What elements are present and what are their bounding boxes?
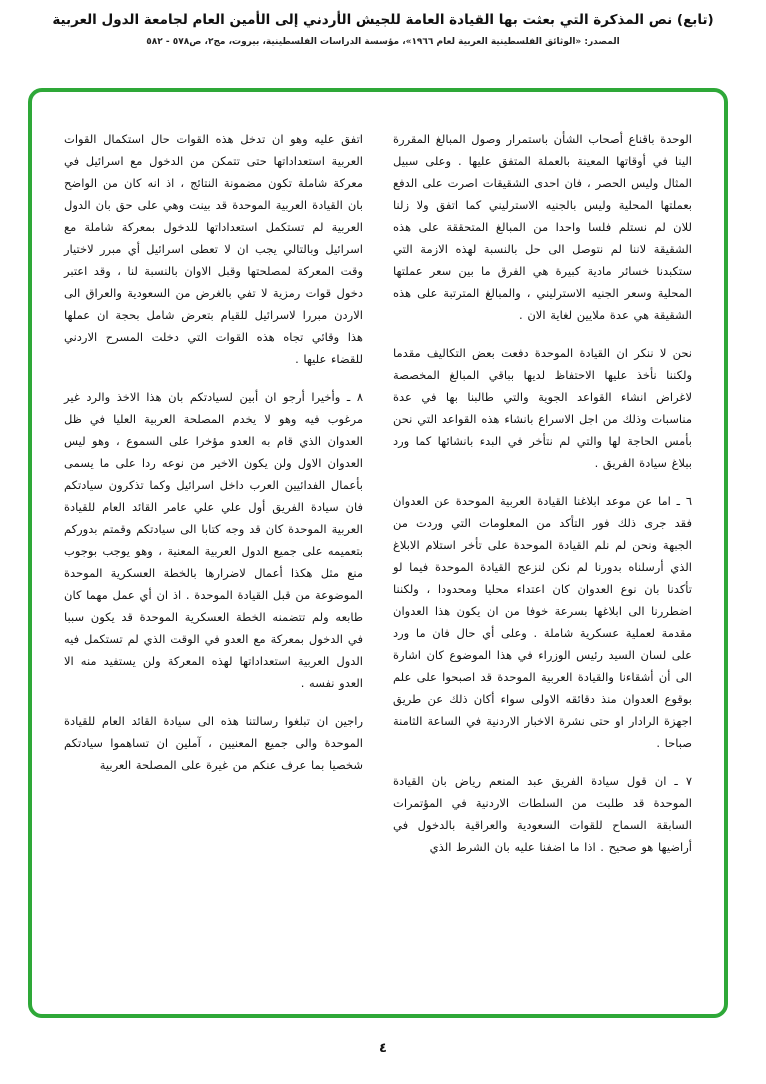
paragraph: ٦ ـ اما عن موعد ابلاغنا القيادة العربية الموحدة عن العدوان فقد جرى ذلك فور التأكد من المعلومات التي وردت من الجبهة ونحن لم نلم القيادة الموحدة على تأخر استلام الابلاغ الذي أرسلناه بدورنا لم نكن لنزعج القيادة الموحدة فيما لو تأكدنا بان نوع العدوان كان اعتداء محليا ومحدودا ، ولكننا اضطررنا الى ابلاغها بسرعة خوفا من ان يكون هذا العدوان مقدمة لعملية عسكرية شاملة . وعلى أي حال فان ما ورد على لسان السيد رئيس الوزراء في هذا الموضوع كان اشارة الى أن أشقاءنا والقيادة العربية الموحدة قد اصبحوا على علم بوقوع العدوان منذ دقائقه الاولى سواء أكان ذلك عن طريق اجهزة الرادار او حتى نشرة الاخبار الاردنية في الساعة الثامنة صباحا . [393,494,692,750]
paragraph: ٨ ـ وأخيرا أرجو ان أبين لسيادتكم بان هذا الاخذ والرد غير مرغوب فيه وهو لا يخدم المصلحة العربية العليا في ظل العدوان الذي قام به العدو مؤخرا على السموع ، وهو ليس العدوان الاول ولن يكون الاخير من نوعه ردا على ما يسمى بأعمال الفدائيين العرب داخل اسرائيل وكما تذكرون سيادتكم فان سيادة الفريق أول علي علي عامر القائد العام للقيادة العربية الموحدة كان قد وجه كتابا الى سيادتكم وقمتم بدوركم بتعميمه على جميع الدول العربية المعنية ، وهو يوجب بوجوب منع مثل هكذا أعمال لاضرارها بالخطة العسكرية الموحدة الموضوعة من قبل القيادة الموحدة . اذ ان أي عمل مهما كان طابعه ولم تتضمنه الخطة العسكرية الموحدة قد يكون سببا في الدخول بمعركة مع العدو في الوقت الذي لم تستكمل فيه الدول العربية استعداداتها لهذه المعركة ولن يستفيد منه الا العدو نفسه . [64,390,363,690]
paragraph: نحن لا ننكر ان القيادة الموحدة دفعت بعض التكاليف مقدما ولكننا نأخذ عليها الاحتفاظ لديها بباقي المبالغ المخصصة لاغراض انشاء القواعد الجوية والتي طالبنا بها في عدة مناسبات وذلك من اجل الاسراع بانشاء هذه القواعد التي نحن بأمس الحاجة لها والتي لم نتأخر في البدء بانشائها كما ورد ببلاغ سيادة الفريق . [393,346,692,470]
paragraph: الوحدة باقناع أصحاب الشأن باستمرار وصول المبالغ المقررة الينا في أوقاتها المعينة بالعملة المتفق عليها . وعلى سبيل المثال وليس الحصر ، فان احدى الشقيقات اصرت على الدفع بعملتها المحلية وليس بالجنيه الاسترليني كما اتفق ولا زلنا للان لم نستلم فلسا واحدا من المبالغ المتحققة على هذه الشقيقة لاننا لم نتوصل الى حل بالنسبة لهذه الازمة التي ستكبدنا خسائر مادية كبيرة هي الفرق ما بين سعر عملتها المحلية وسعر الجنيه الاسترليني ، والمبالغ المترتبة على هذه الشقيقة هي عدة ملايين لغاية الان . [393,132,692,322]
page-title: (تابع) نص المذكرة التي بعثت بها القيادة العامة للجيش الأردني إلى الأمين العام لجامعة الدول العربية [52,12,714,28]
column-right [393,128,692,984]
green-border-frame [28,88,728,1018]
column-left [64,128,363,984]
document-body [64,128,692,984]
paragraph: اتفق عليه وهو ان تدخل هذه القوات حال استكمال القوات العربية استعداداتها حتى تتمكن من الدخول مع اسرائيل في معركة شاملة تكون مضمونة النتائج ، اذ انه كان من الواضح بان القيادة العربية الموحدة قد بينت وهي على حق بان الدول العربية لم تستكمل استعداداتها للدخول بمعركة شاملة مع اسرائيل وبالتالي يجب ان لا تعطى اسرائيل أي مبرر لاختيار وقت المعركة لمصلحتها وقبل الاوان بالنسبة لنا ، وقد اعتبر دخول قوات رمزية لا تفي بالغرض من السعودية والعراق الى الاردن مبررا لاسرائيل للقيام بتعرض شامل بحجة ان عملها هذا وقائي تجاه هذه القوات التي دخلت المسرح الاردني للقضاء عليها . [64,132,363,366]
page-number: ٤ [379,1041,387,1056]
document-header [0,12,766,47]
source-line: المصدر: «الوثائق الفلسطينية العربية لعام ١٩٦٦»، مؤسسة الدراسات الفلسطينية، بيروت، مج٢، ص٥٧٨ - ٥٨٢ [146,37,620,47]
paragraph: ٧ ـ ان قول سيادة الفريق عبد المنعم رياض بان القيادة الموحدة قد طلبت من السلطات الاردنية في المؤتمرات السابقة السماح للقوات السعودية والعراقية بالدخول في أراضيها هو صحيح . اذا ما اضفنا عليه بان الشرط الذي [393,774,692,854]
paragraph: راجين ان تبلغوا رسالتنا هذه الى سيادة القائد العام للقيادة الموحدة والى جميع المعنيين ، آملين ان تساهموا سيادتكم شخصيا بما عرف عنكم من غيرة على المصلحة العربية [64,714,363,772]
